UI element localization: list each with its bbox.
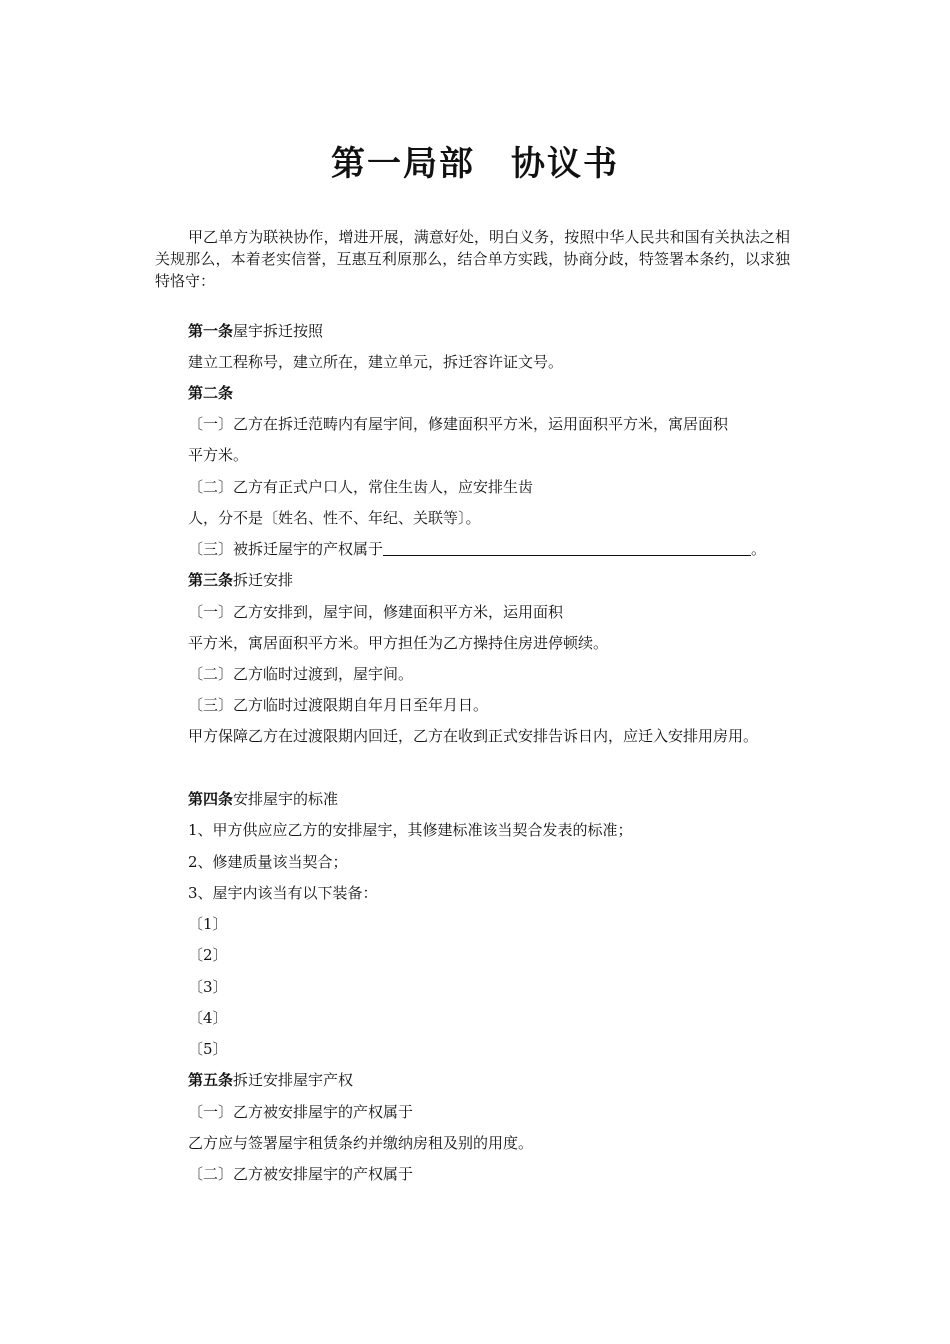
article-1-heading: 第一条 bbox=[188, 322, 234, 340]
article-4-title: 安排屋宇的标准 bbox=[233, 790, 339, 808]
article-4 bbox=[188, 788, 338, 810]
article-5-title: 拆迁安排屋宇产权 bbox=[233, 1071, 354, 1089]
equipment-item-4: 〔4〕 bbox=[188, 1009, 228, 1027]
equipment-item-3: 〔3〕 bbox=[188, 978, 228, 996]
article-5-clause-1: 〔一〕乙方被安排屋宇的产权属于 bbox=[188, 1103, 414, 1121]
article-2-clause-3-text: 〔三〕被拆迁屋宇的产权属于 bbox=[188, 540, 384, 558]
article-2-heading: 第二条 bbox=[188, 384, 234, 402]
article-4-item-1: 1、甲方供应应乙方的安排屋宇，其修建标准该当契合发表的标准； bbox=[188, 821, 633, 839]
article-1-title: 屋宇拆迁按照 bbox=[233, 322, 324, 340]
document-title: 第一局部 协议书 bbox=[331, 144, 619, 184]
article-3-paragraph: 甲方保障乙方在过渡限期内回迁，乙方在收到正式安排告诉日内，应迁入安排用房用。 bbox=[188, 727, 759, 745]
article-3-clause-3: 〔三〕乙方临时过渡限期自年月日至年月日。 bbox=[188, 696, 489, 714]
article-3-heading: 第三条 bbox=[188, 571, 234, 589]
article-2-clause-1: 〔一〕乙方在拆迁范畴内有屋宇间，修建面积平方米，运用面积平方米，寓居面积 bbox=[188, 415, 729, 433]
article-2-clause-2: 〔二〕乙方有正式户口人，常住生齿人，应安排生齿 bbox=[188, 478, 534, 496]
article-5-clause-1-cont: 乙方应与签署屋宇租赁条约并缴纳房租及别的用度。 bbox=[188, 1134, 534, 1152]
article-5-clause-2: 〔二〕乙方被安排屋宇的产权属于 bbox=[188, 1165, 414, 1183]
equipment-item-2: 〔2〕 bbox=[188, 946, 228, 964]
equipment-item-1: 〔1〕 bbox=[188, 915, 228, 933]
intro-paragraph: 甲乙单方为联袂协作，增进开展，满意好处，明白义务，按照中华人民共和国有关执法之相关规那么，本着老实信誉，互惠互利原那么，结合单方实践，协商分歧，特签署本条约，以求独特恪守： bbox=[155, 228, 790, 290]
article-1 bbox=[188, 320, 323, 342]
article-5 bbox=[188, 1069, 353, 1091]
fill-in-blank bbox=[383, 539, 751, 556]
article-2-clause-3 bbox=[188, 538, 766, 560]
article-4-item-2: 2、修建质量该当契合； bbox=[188, 853, 348, 871]
article-3-clause-2: 〔二〕乙方临时过渡到，屋宇间。 bbox=[188, 665, 414, 683]
article-5-heading: 第五条 bbox=[188, 1071, 234, 1089]
article-4-item-3: 3、屋宇内该当有以下装备： bbox=[188, 884, 378, 902]
article-3-clause-1: 〔一〕乙方安排到，屋宇间，修建面积平方米，运用面积 bbox=[188, 603, 564, 621]
article-2-clause-2-cont: 人，分不是〔姓名、性不、年纪、关联等〕。 bbox=[188, 509, 481, 527]
article-1-body: 建立工程称号，建立所在，建立单元，拆迁容许证文号。 bbox=[188, 353, 564, 371]
article-3 bbox=[188, 569, 293, 591]
article-2-clause-1-cont: 平方米。 bbox=[188, 446, 249, 464]
article-3-title: 拆迁安排 bbox=[233, 571, 294, 589]
equipment-item-5: 〔5〕 bbox=[188, 1040, 228, 1058]
article-2-clause-3-end: 。 bbox=[751, 540, 767, 558]
article-3-clause-1-cont: 平方米，寓居面积平方米。甲方担任为乙方操持住房进停顿续。 bbox=[188, 634, 609, 652]
article-4-heading: 第四条 bbox=[188, 790, 234, 808]
